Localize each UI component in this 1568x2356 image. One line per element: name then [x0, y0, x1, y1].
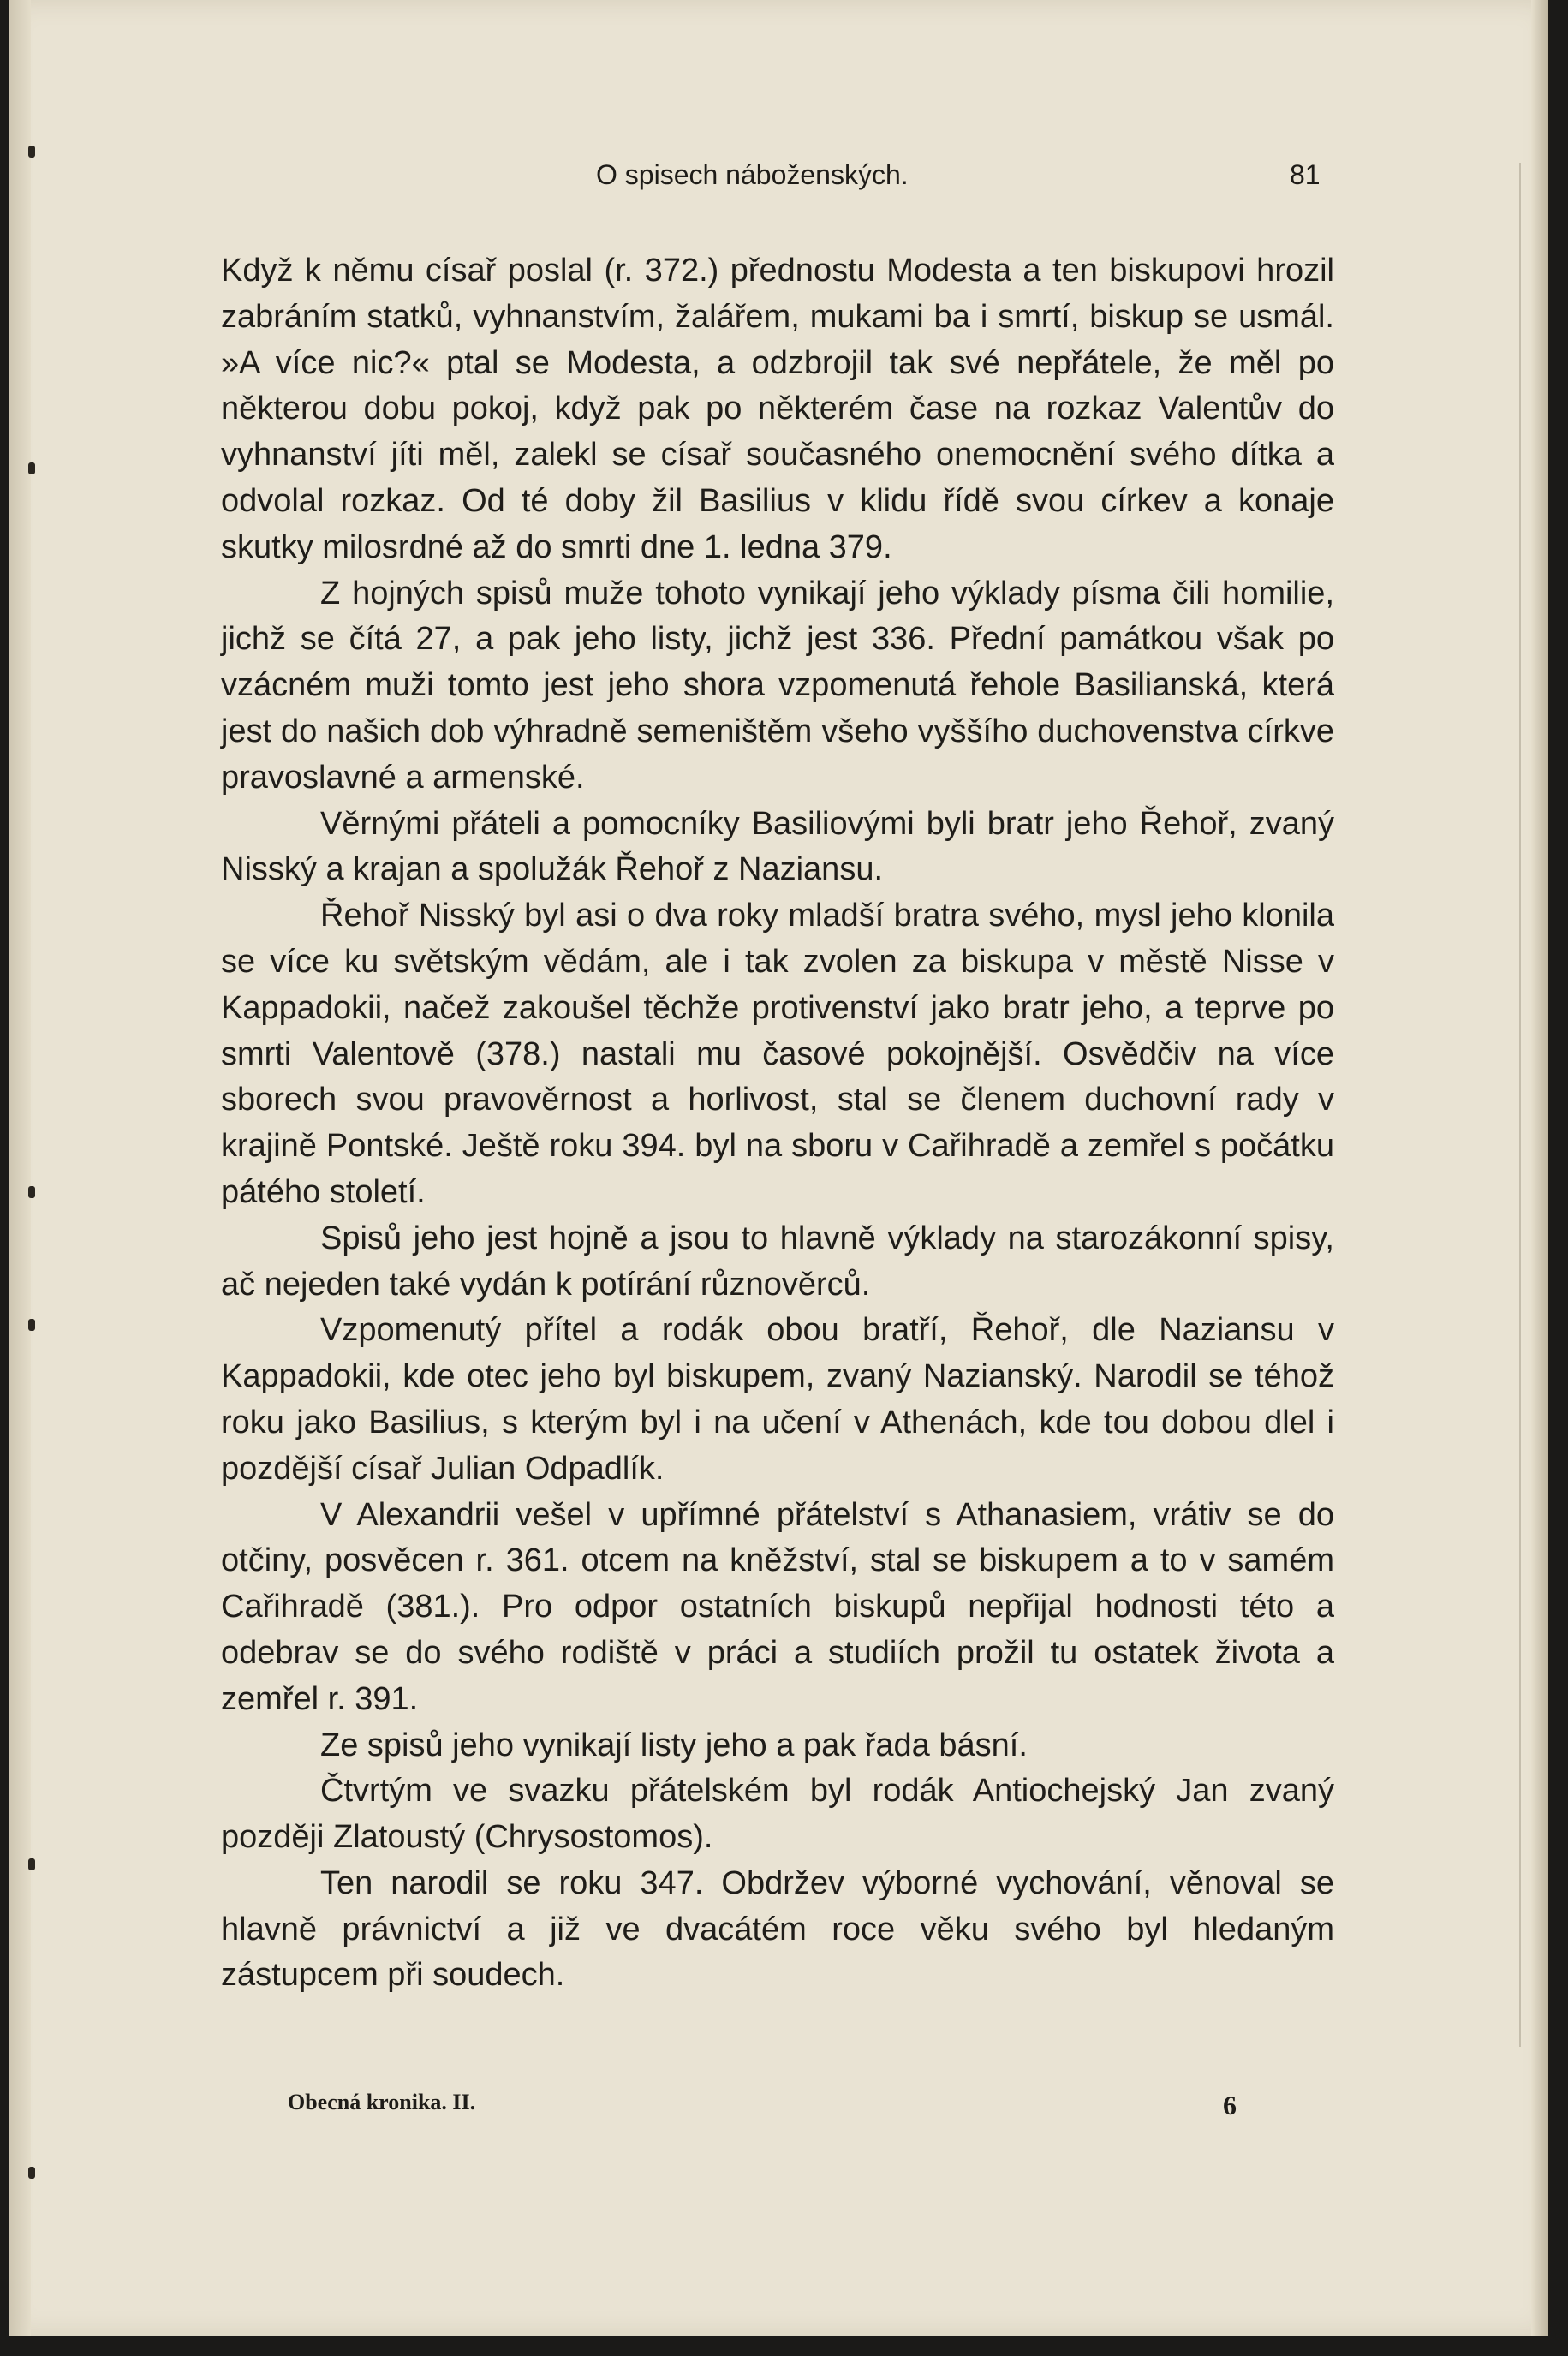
paragraph: Vzpomenutý přítel a rodák obou bratří, Řehoř, dle Naziansu v Kappadokii, kde otec jeho byl biskupem, zvaný Nazianský. Narodil se téhož roku jako Basilius, s kterým byl i na učení v Athenách, kde tou dobou dlel i pozdější císař Julian Odpadlík.	[221, 1312, 1334, 1487]
signature-mark: Obecná kronika. II.	[288, 2090, 476, 2114]
paragraph: Když k němu císař poslal (r. 372.) přednostu Modesta a ten biskupovi hrozil zabráním statků, vyhnanstvím, žalářem, mukami ba i smrtí, biskup se usmál. »A více nic?« ptal se Modesta, a odzbrojil tak své nepřátele, že měl po některou dobu pokoj, když pak po některém čase na rozkaz Valentův do vyhnanství jíti měl, zalekl se císař současného onemocnění svého dítka a odvolal rozkaz. Od té doby žil Basilius v klidu řídě svou církev a konaje skutky milosrdné až do smrti dne 1. ledna 379.	[221, 253, 1334, 565]
paragraph: Čtvrtým ve svazku přátelském byl rodák Antiochejský Jan zvaný později Zlatoustý (Chrysostomos).	[221, 1773, 1334, 1856]
paragraph: Ten narodil se roku 347. Obdržev výborné vychování, věnoval se hlavně právnictví a již ve dvacátém roce věku svého byl hledaným zástupcem při soudech.	[221, 1864, 1334, 1994]
binding-mark	[28, 1186, 35, 1198]
sheet-number: 6	[1223, 2090, 1237, 2120]
binding-mark	[28, 1319, 35, 1331]
paragraph: V Alexandrii vešel v upřímné přátelství s Athanasiem, vrátiv se do otčiny, posvěcen r. 361. otcem na kněžství, stal se biskupem a to v samém Cařihradě (381.). Pro odpor ostatních biskupů nepřijal hodnosti této a odebrav se do svého rodiště v práci a studiích prožil tu ostatek života a zemřel r. 391.	[221, 1496, 1334, 1717]
page-binding	[9, 0, 31, 2336]
body-text	[221, 248, 1334, 1999]
page-number: 81	[1290, 159, 1321, 190]
paragraph: Ze spisů jeho vynikají listy jeho a pak řada básní.	[320, 1727, 1028, 1763]
binding-mark	[28, 2167, 35, 2179]
paragraph: Věrnými přáteli a pomocníky Basiliovými byli bratr jeho Řehoř, zvaný Nisský a krajan a spolužák Řehoř z Naziansu.	[221, 805, 1334, 888]
page-edge	[1531, 0, 1548, 2336]
paragraph: Z hojných spisů muže tohoto vynikají jeho výklady písma čili homilie, jichž se čítá 27, a pak jeho listy, jichž jest 336. Přední památkou však po vzácném muži tomto jest jeho shora vzpomenutá řehole Basilianská, která jest do našich dob výhradně semeništěm všeho vyššího duchovenstva církve pravoslavné a armenské.	[221, 575, 1334, 796]
page-margin-shadow	[1519, 163, 1521, 2047]
binding-mark	[28, 1858, 35, 1870]
binding-mark	[28, 146, 35, 158]
paragraph: Spisů jeho jest hojně a jsou to hlavně výklady na starozákonní spisy, ač nejeden také vydán k potírání různověrců.	[221, 1220, 1334, 1303]
book-page	[9, 0, 1548, 2336]
paragraph: Řehoř Nisský byl asi o dva roky mladší bratra svého, mysl jeho klonila se více ku světským vědám, ale i tak zvolen za biskupa v městě Nisse v Kappadokii, načež zakoušel těchže protivenství jako bratr jeho, a teprve po smrti Valentově (378.) nastali mu časové pokojnější. Osvědčiv na více sborech svou pravověrnost a horlivost, stal se členem duchovní rady v krajině Pontské. Ještě roku 394. byl na sboru v Cařihradě a zemřel s počátku pátého století.	[221, 898, 1334, 1210]
running-head: O spisech náboženských.	[596, 159, 909, 190]
binding-mark	[28, 462, 35, 474]
